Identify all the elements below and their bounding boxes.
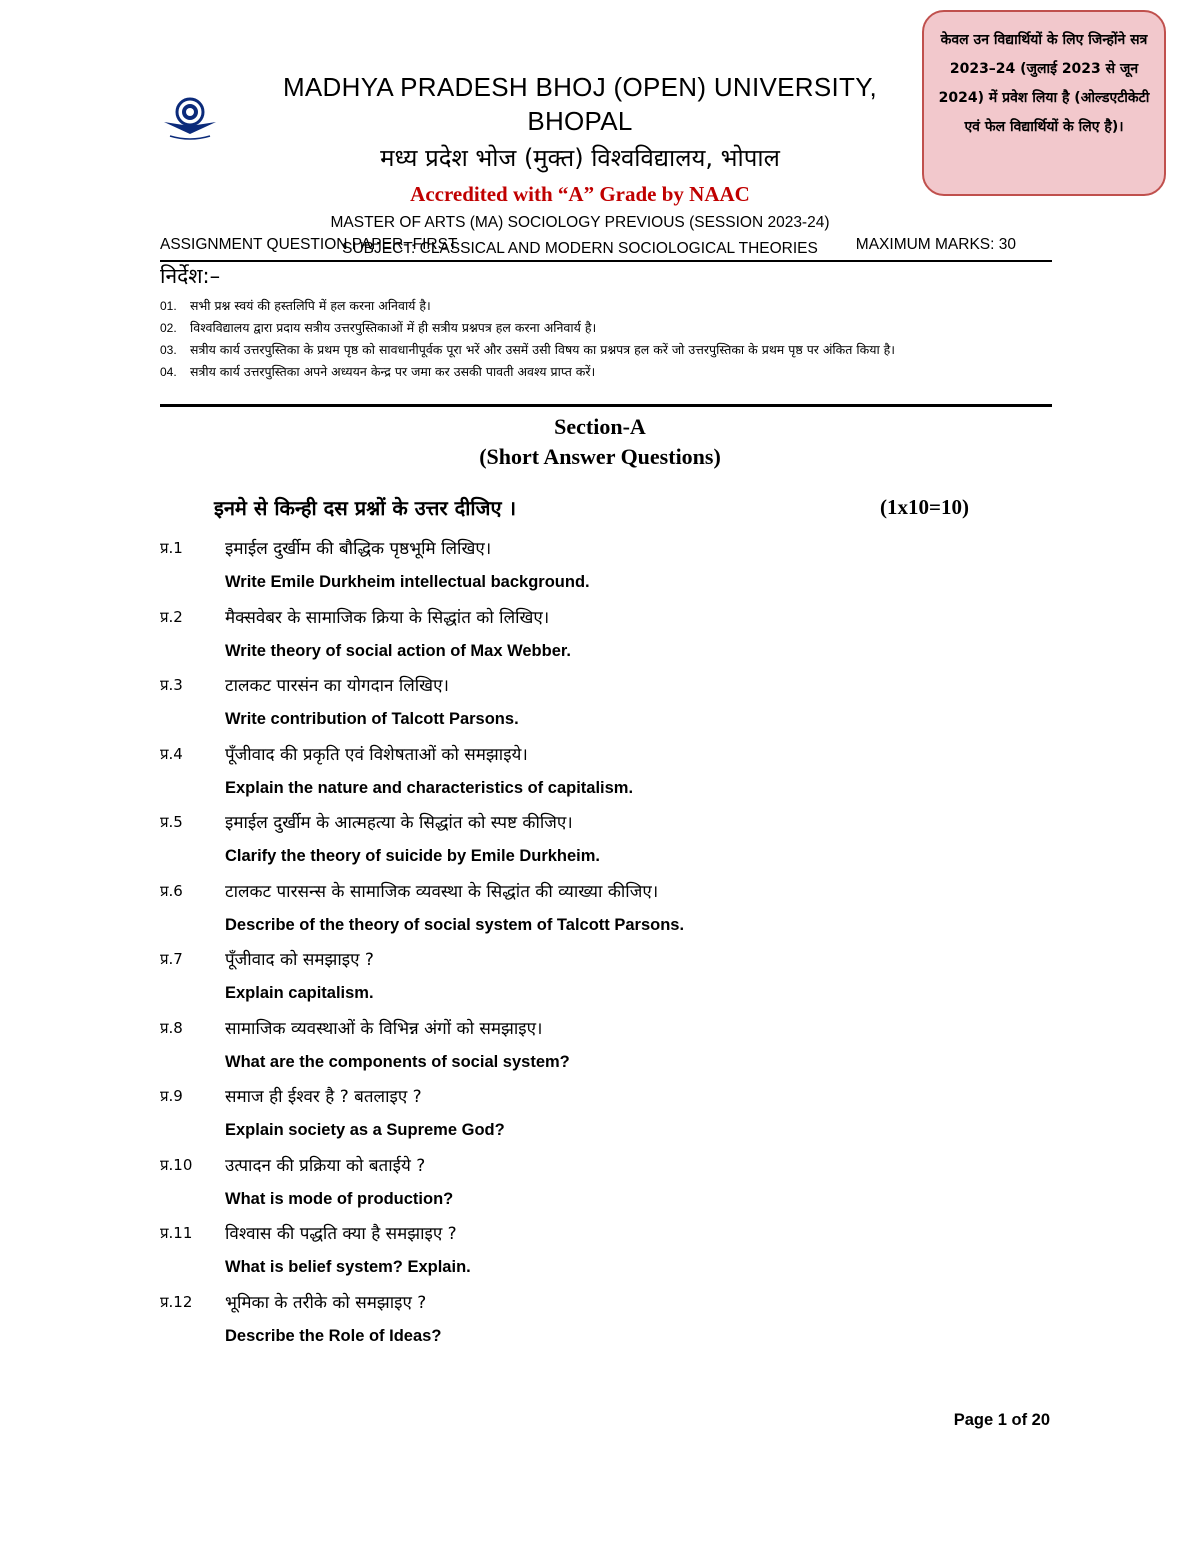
question-number: प्र.1 <box>160 539 183 557</box>
instruction-item <box>160 340 1050 360</box>
question-text-english: What is mode of production? <box>225 1189 454 1208</box>
question-number: प्र.12 <box>160 1292 193 1311</box>
question-item <box>160 673 1060 742</box>
eligibility-notice-text: केवल उन विद्यार्थियों के लिए जिन्होंने सत्र 2023–24 (जुलाई 2023 से जून 2024) में प्रवेश लिया है (ओल्डएटीकेटी एवं फेल विद्यार्थियों के लिए है)। <box>938 32 1150 135</box>
instruction-text: सत्रीय कार्य उत्तरपुस्तिका के प्रथम पृष्ठ को सावधानीपूर्वक पूरा भरें और उसमें उसी विषय का प्रश्नपत्र हल करें जो उत्तरपुस्तिका के प्रथम पृष्ठ पर अंकित किया है। <box>190 342 896 357</box>
section-directive: इनमे से किन्ही दस प्रश्नों के उत्तर दीजिए । <box>214 496 517 520</box>
question-text-english: Write Emile Durkheim intellectual background. <box>225 573 590 591</box>
assignment-meta-row <box>160 234 1052 262</box>
instruction-item <box>160 318 1050 338</box>
question-text-hindi: इमाईल दुर्खीम की बौद्धिक पृष्ठभूमि लिखिए। <box>225 539 492 559</box>
question-text-hindi: पूँजीवाद की प्रकृति एवं विशेषताओं को समझाइये। <box>225 744 528 765</box>
question-item <box>160 742 1060 811</box>
maximum-marks: MAXIMUM MARKS: 30 <box>855 236 1016 253</box>
question-item <box>160 1153 1060 1222</box>
instruction-text: सत्रीय कार्य उत्तरपुस्तिका अपने अध्ययन केन्द्र पर जमा कर उसकी पावती अवश्य प्राप्त करें। <box>190 364 596 379</box>
question-item <box>160 1290 1060 1359</box>
question-text-english: What are the components of social system? <box>225 1052 570 1071</box>
question-item <box>160 1084 1060 1153</box>
question-text-hindi: टालकट पारसंन का योगदान लिखिए। <box>225 676 449 696</box>
instruction-item <box>160 296 1050 316</box>
question-text-english: Explain society as a Supreme God? <box>225 1121 505 1139</box>
question-text-english: Explain the nature and characteristics of capitalism. <box>225 778 634 797</box>
section-subtitle: (Short Answer Questions) <box>479 444 721 469</box>
question-item <box>160 536 1060 605</box>
question-text-english: Describe the Role of Ideas? <box>225 1326 442 1345</box>
question-text-hindi: भूमिका के तरीके को समझाइए ? <box>225 1292 427 1313</box>
question-number: प्र.8 <box>160 1018 183 1037</box>
university-name-english: MADHYA PRADESH BHOJ (OPEN) UNIVERSITY, BHOPAL <box>282 72 878 136</box>
question-list <box>160 536 1060 1358</box>
question-text-hindi: टालकट पारसन्स के सामाजिक व्यवस्था के सिद्धांत की व्याख्या कीजिए। <box>225 881 659 902</box>
question-item <box>160 879 1060 948</box>
question-number: प्र.11 <box>160 1224 193 1242</box>
question-text-hindi: सामाजिक व्यवस्थाओं के विभिन्न अंगों को समझाइए। <box>225 1018 543 1039</box>
question-text-hindi: उत्पादन की प्रक्रिया को बताईये ? <box>225 1155 426 1176</box>
university-logo-icon <box>160 96 220 140</box>
question-text-english: Clarify the theory of suicide by Emile Durkheim. <box>225 847 601 865</box>
section-title: Section-A <box>554 414 646 439</box>
question-number: प्र.9 <box>160 1087 183 1105</box>
instruction-number: 03. <box>160 343 177 357</box>
question-number: प्र.2 <box>160 607 183 626</box>
question-number: प्र.10 <box>160 1155 193 1174</box>
question-text-hindi: विश्वास की पद्धति क्या है समझाइए ? <box>225 1224 457 1244</box>
question-text-hindi: मैक्सवेबर के सामाजिक क्रिया के सिद्धांत को लिखिए। <box>225 607 550 628</box>
question-text-hindi: समाज ही ईश्वर है ? बतलाइए ? <box>225 1087 422 1107</box>
accreditation-line: Accredited with “A” Grade by NAAC <box>410 182 750 206</box>
question-item <box>160 810 1060 879</box>
question-text-hindi: इमाईल दुर्खीम के आत्महत्या के सिद्धांत को स्पष्ट कीजिए। <box>225 813 573 833</box>
course-line: MASTER OF ARTS (MA) SOCIOLOGY PREVIOUS (SESSION 2023-24) <box>330 214 830 231</box>
question-item <box>160 1221 1060 1290</box>
subject-line: SUBJECT: CLASSICAL AND MODERN SOCIOLOGICAL THEORIES <box>342 240 818 257</box>
university-name-hindi: मध्य प्रदेश भोज (मुक्त) विश्वविद्यालय, भोपाल <box>380 144 780 172</box>
instructions-heading: निर्देश:– <box>160 264 221 288</box>
question-number: प्र.5 <box>160 813 183 831</box>
instruction-item <box>160 362 1050 382</box>
instruction-number: 04. <box>160 365 177 379</box>
page-number: Page 1 of 20 <box>953 1411 1050 1429</box>
instruction-number: 01. <box>160 299 177 313</box>
question-text-english: Explain capitalism. <box>225 984 374 1002</box>
instruction-number: 02. <box>160 321 177 335</box>
question-number: प्र.3 <box>160 676 183 694</box>
question-item <box>160 947 1060 1016</box>
question-number: प्र.4 <box>160 744 183 763</box>
question-number: प्र.6 <box>160 881 183 900</box>
instruction-text: विश्वविद्यालय द्वारा प्रदाय सत्रीय उत्तरपुस्तिकाओं में ही सत्रीय प्रश्नपत्र हल करना अनिवार्य है। <box>190 320 597 335</box>
question-item <box>160 1016 1060 1085</box>
question-text-english: Describe of the theory of social system of Talcott Parsons. <box>225 915 685 934</box>
question-text-english: What is belief system? Explain. <box>225 1258 471 1276</box>
section-marks: (1x10=10) <box>880 495 969 519</box>
question-text-english: Write theory of social action of Max Webber. <box>225 641 571 660</box>
instruction-text: सभी प्रश्न स्वयं की हस्तलिपि में हल करना अनिवार्य है। <box>190 298 431 313</box>
question-item <box>160 605 1060 674</box>
assignment-title: ASSIGNMENT QUESTION PAPER- FIRST <box>160 236 458 253</box>
question-number: प्र.7 <box>160 950 183 968</box>
section-divider <box>160 404 1052 407</box>
instructions-list <box>160 296 1050 384</box>
eligibility-notice-box <box>922 10 1166 196</box>
question-text-english: Write contribution of Talcott Parsons. <box>225 710 519 728</box>
question-text-hindi: पूँजीवाद को समझाइए ? <box>225 950 374 970</box>
